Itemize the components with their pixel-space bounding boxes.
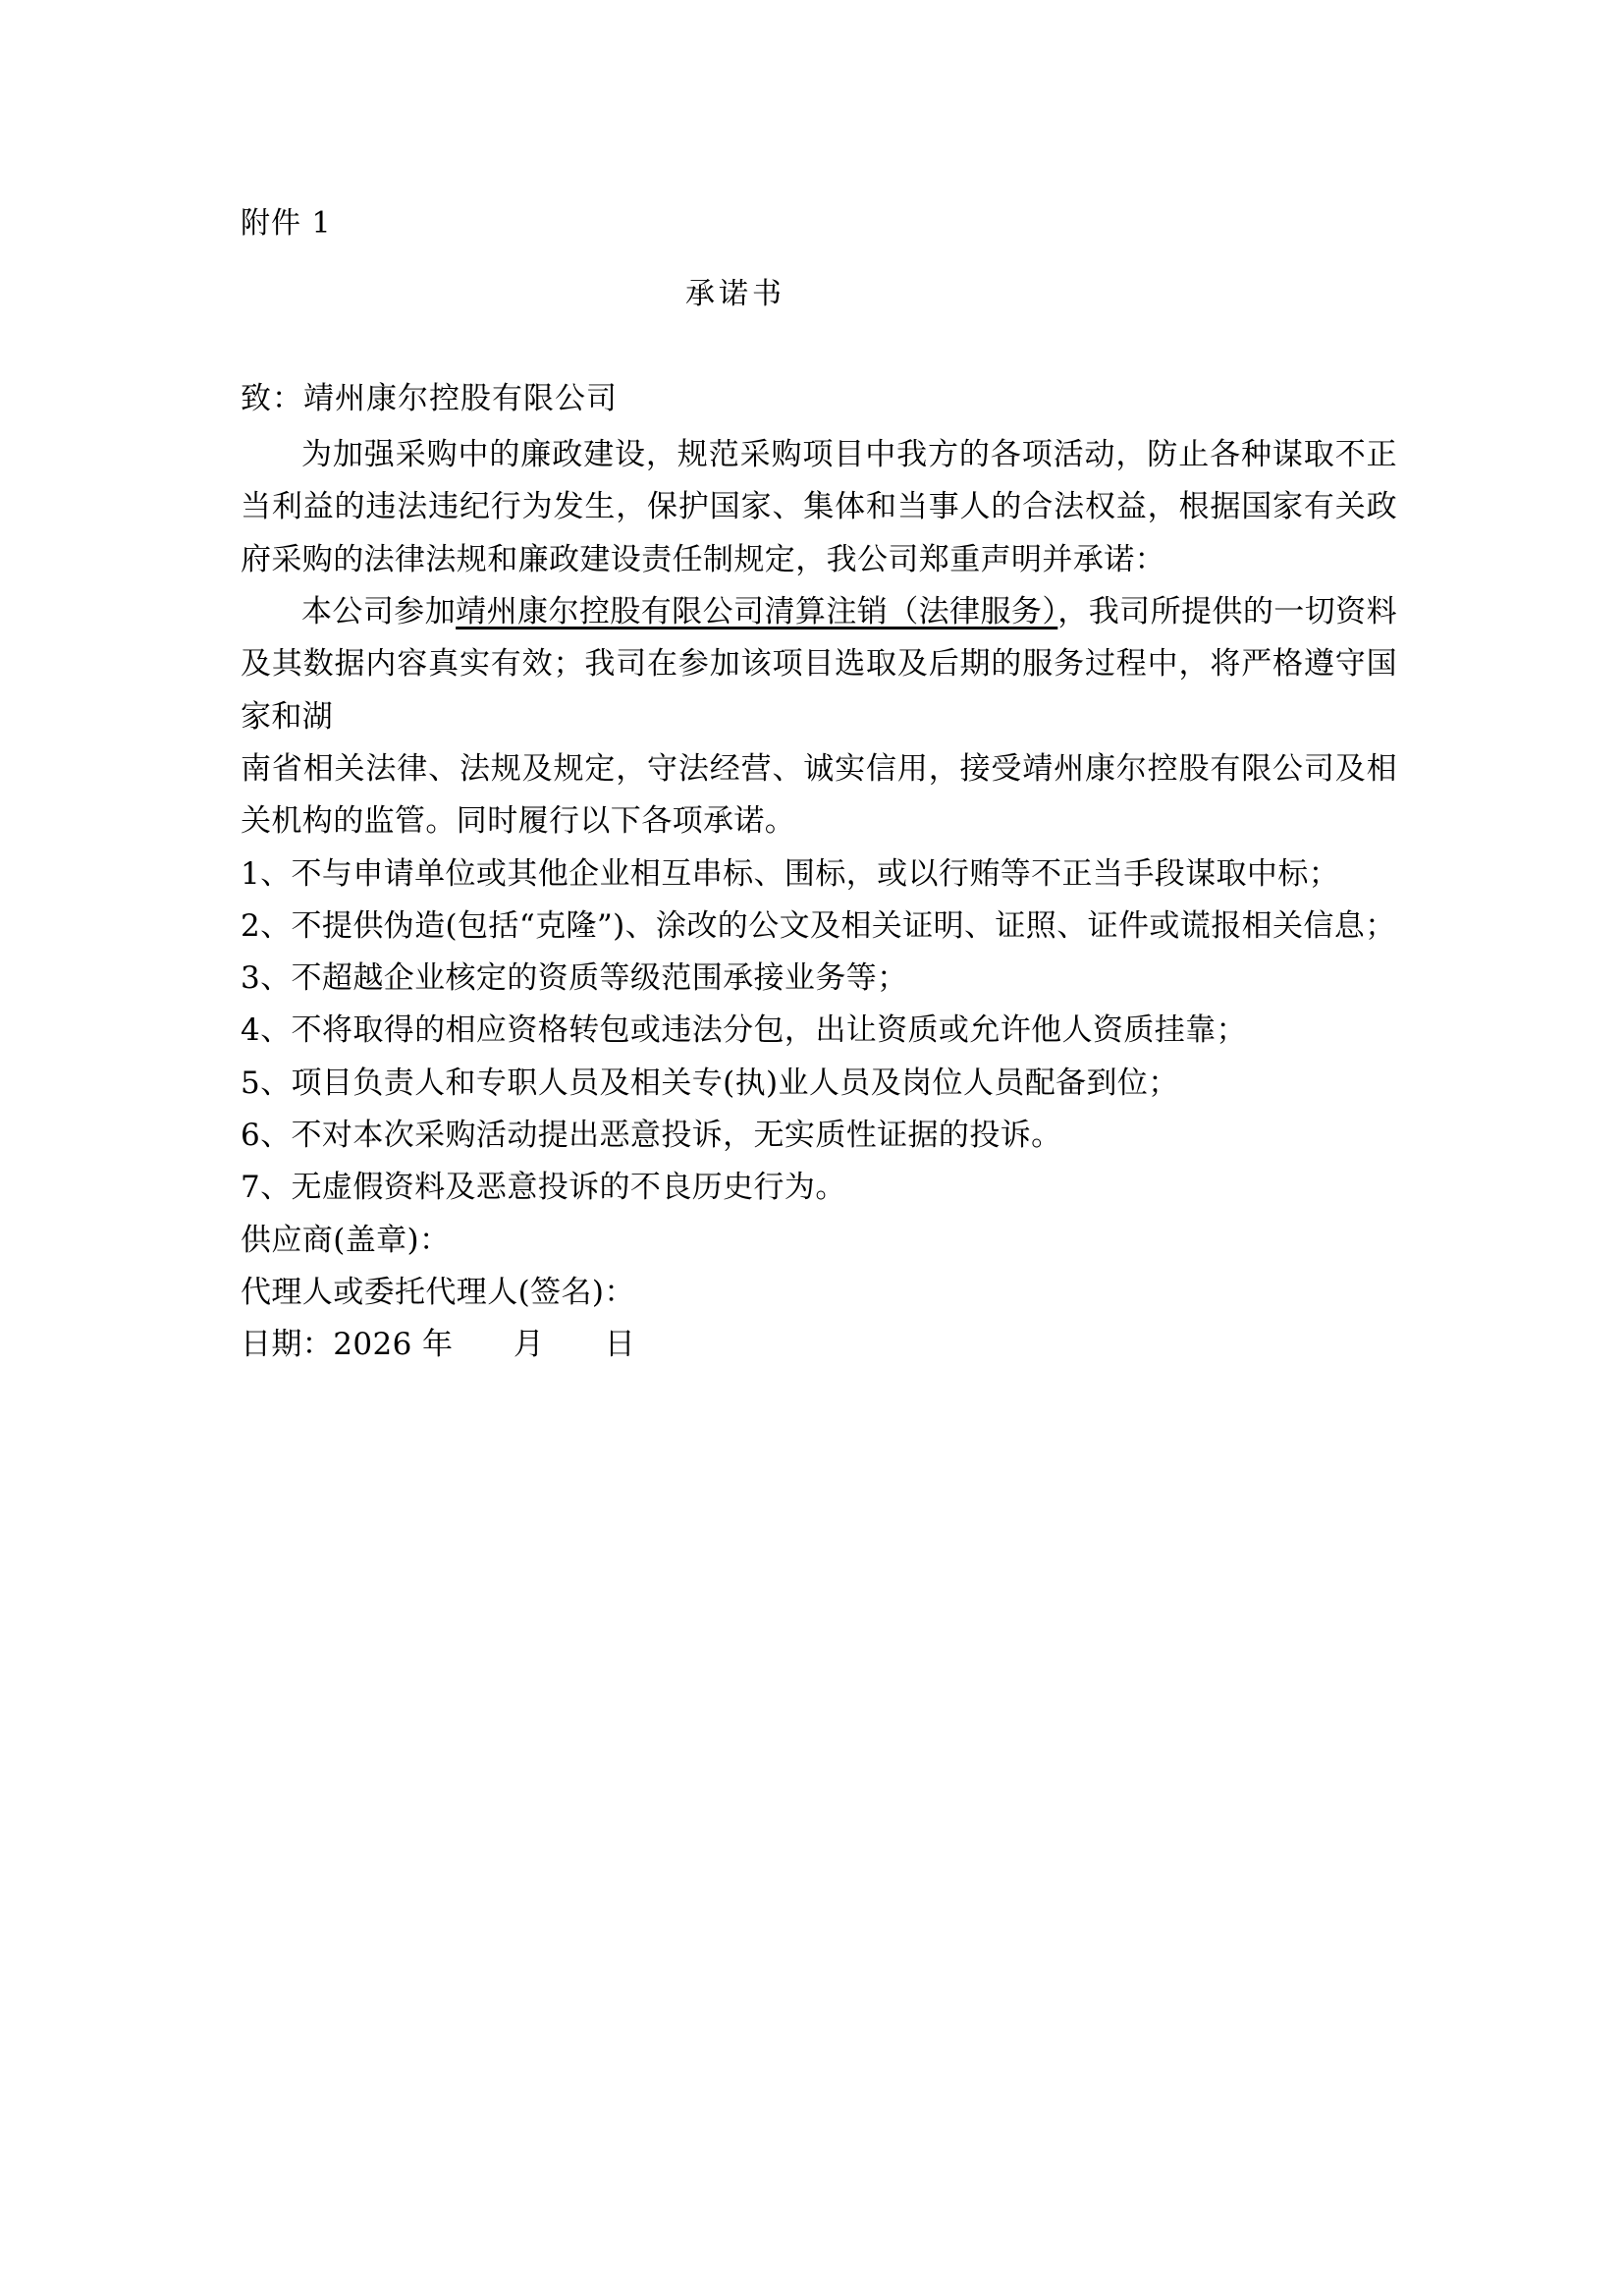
commitment-item: 2、不提供伪造(包括“克隆”)、涂改的公文及相关证明、证照、证件或谎报相关信息；: [241, 907, 1396, 944]
project-name-underlined: 靖州康尔控股有限公司清算注销（法律服务）: [456, 593, 1058, 629]
commitment-item: 6、不对本次采购活动提出恶意投诉，无实质性证据的投诉。: [241, 1118, 1062, 1154]
commitment-item: 1、不与申请单位或其他企业相互串标、围标，或以行贿等不正当手段谋取中标；: [241, 855, 1340, 892]
paragraph-project-suffix: ，我司所提供的一切资料及其数据内容真实有效；我司在参加该项目选取及后期的服务过程中，将严格遵守国家和湖: [241, 593, 1397, 735]
attachment-label: 附件 1: [241, 206, 332, 241]
paragraph-project-prefix: 本公司参加: [301, 593, 457, 629]
page-title: 承诺书: [685, 277, 785, 311]
commitment-item: 5、项目负责人和专职人员及相关专(执)业人员及岗位人员配备到位；: [241, 1065, 1179, 1101]
commitment-item: 7、无虚假资料及恶意投诉的不良历史行为。: [241, 1170, 846, 1206]
commitment-item: 4、不将取得的相应资格转包或违法分包，出让资质或允许他人资质挂靠；: [241, 1012, 1247, 1049]
supplier-seal-line: 供应商(盖章)：: [241, 1222, 451, 1258]
agent-signature-line: 代理人或委托代理人(签名)：: [241, 1275, 635, 1310]
commitment-item: 3、不超越企业核定的资质等级范围承接业务等；: [241, 960, 908, 997]
date-line: 日期：2026 年 月 日: [241, 1327, 636, 1363]
paragraph-background: 为加强采购中的廉政建设，规范采购项目中我方的各项活动，防止各种谋取不正当利益的违法违纪行为发生，保护国家、集体和当事人的合法权益，根据国家有关政府采购的法律法规和廉政建设责任制规定，我公司郑重声明并承诺：: [241, 437, 1397, 577]
paragraph-project: [241, 586, 1397, 743]
addressee-line: 致：靖州康尔控股有限公司: [241, 381, 618, 416]
paragraph-supervision: 南省相关法律、法规及规定，守法经营、诚实信用，接受靖州康尔控股有限公司及相关机构的监管。同时履行以下各项承诺。: [241, 750, 1397, 840]
